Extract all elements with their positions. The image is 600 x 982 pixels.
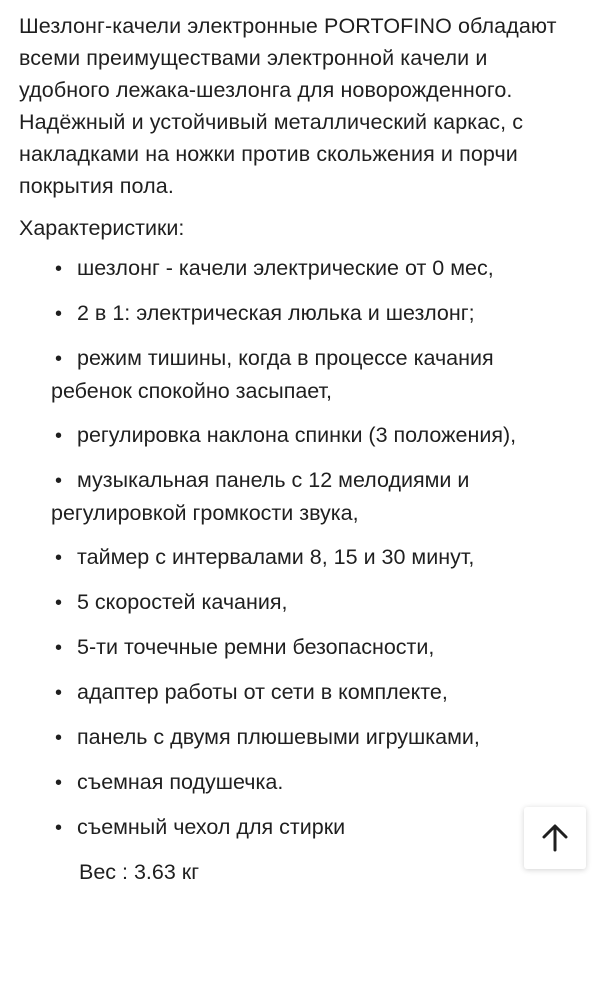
product-description bbox=[19, 10, 579, 888]
bullet-icon: • bbox=[55, 547, 63, 569]
feature-text: шезлонг - качели электрические от 0 мес, bbox=[77, 256, 494, 280]
bullet-icon: • bbox=[55, 637, 63, 659]
feature-text: таймер с интервалами 8, 15 и 30 минут, bbox=[77, 545, 475, 569]
characteristics-heading: Характеристики: bbox=[19, 216, 185, 240]
feature-text: 5 скоростей качания, bbox=[77, 590, 288, 614]
list-item bbox=[51, 631, 579, 664]
list-item bbox=[51, 252, 579, 285]
feature-text: регулировка наклона спинки (3 положения), bbox=[77, 423, 517, 447]
list-item bbox=[51, 766, 579, 799]
bullet-icon: • bbox=[55, 682, 63, 704]
list-item bbox=[51, 721, 579, 754]
bullet-icon: • bbox=[55, 303, 63, 325]
bullet-icon: • bbox=[55, 772, 63, 794]
feature-text: музыкальная панель с 12 мелодиями и регулировкой громкости звука, bbox=[51, 468, 470, 525]
weight-value: Вес : 3.63 кг bbox=[79, 860, 200, 884]
list-item bbox=[51, 676, 579, 709]
feature-text: панель с двумя плюшевыми игрушками, bbox=[77, 725, 480, 749]
feature-text: съемная подушечка. bbox=[77, 770, 284, 794]
list-item bbox=[51, 541, 579, 574]
features-list bbox=[19, 252, 579, 844]
bullet-icon: • bbox=[55, 258, 63, 280]
bullet-icon: • bbox=[55, 470, 63, 492]
feature-text: адаптер работы от сети в комплекте, bbox=[77, 680, 448, 704]
list-item bbox=[51, 419, 579, 452]
list-item bbox=[51, 297, 579, 330]
list-item bbox=[51, 464, 579, 529]
feature-text: режим тишины, когда в процессе качания ребенок спокойно засыпает, bbox=[51, 346, 494, 403]
list-item bbox=[51, 811, 579, 844]
description-text: Шезлонг-качели электронные PORTOFINO обладают всеми преимуществами электронной качели и удобного лежака-шезлонга для новорожденного. Надёжный и устойчивый металлический каркас, с накладками на ножки против скольжения и порчи покрытия пола. bbox=[19, 14, 557, 198]
bullet-icon: • bbox=[55, 592, 63, 614]
feature-text: съемный чехол для стирки bbox=[77, 815, 346, 839]
bullet-icon: • bbox=[55, 348, 63, 370]
bullet-icon: • bbox=[55, 727, 63, 749]
scroll-to-top-button[interactable] bbox=[524, 807, 586, 869]
list-item bbox=[51, 586, 579, 619]
bullet-icon: • bbox=[55, 817, 63, 839]
feature-text: 5-ти точечные ремни безопасности, bbox=[77, 635, 435, 659]
arrow-up-icon bbox=[540, 823, 570, 853]
list-item bbox=[51, 342, 579, 407]
feature-text: 2 в 1: электрическая люлька и шезлонг; bbox=[77, 301, 475, 325]
bullet-icon: • bbox=[55, 425, 63, 447]
